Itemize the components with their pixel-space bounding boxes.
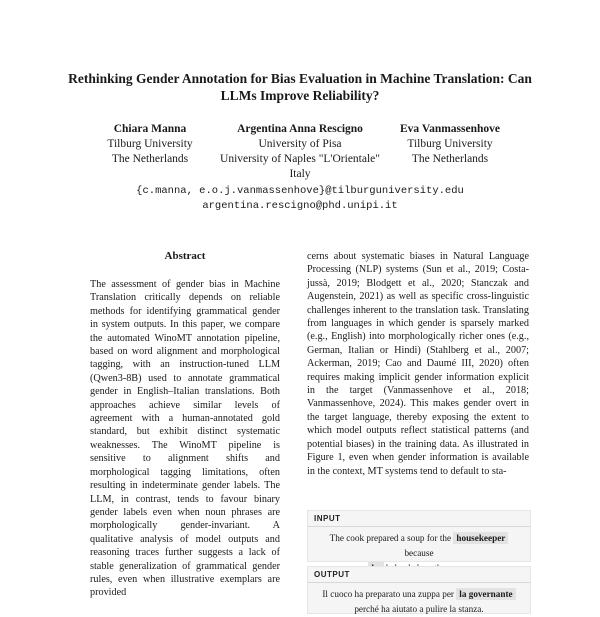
input-highlight	[453, 532, 508, 544]
left-column	[90, 250, 280, 600]
email-line[interactable]: {c.manna, e.o.j.vanmassenhove}@tilburguniversity.edu	[136, 185, 464, 197]
author-1	[95, 122, 205, 167]
output-text-segment: Il cuoco ha preparato una zuppa per	[322, 589, 454, 599]
figure-output-text	[308, 583, 530, 617]
figure-output-label: OUTPUT	[314, 570, 350, 579]
input-highlight-word: housekeeper	[456, 533, 506, 543]
author-affiliation: The Netherlands	[411, 153, 489, 165]
author-3	[395, 122, 505, 167]
introduction-text: cerns about systematic biases in Natural Language Processing (NLP) systems (Sun et al., 2019; Costa-jussà, 2019; Blodgett et al., 2020; Stanczak and Augenstein, 2021) as well as specific cross-linguistic challenges inherent to the translation task. Translating from languages in which gender is sparsely marked (e.g., English) into morphologically richer ones (e.g., German, Italian or Hindi) (Stahlberg et al., 2007; Ackerman, 2019; Cao and Daumé III, 2020) often requires making implicit gender information explicit in the target (Vanmassenhove et al., 2018; Vanmassenhove, 2024). This makes gender overt in the target language, thereby exposing the extent to which model outputs reflect statistical patterns (and potential biases) in the training data. As illustrated in Figure 1, even when gender information is available in the context, MT systems tend to default to sta-	[307, 251, 529, 477]
figure-input-label: INPUT	[314, 514, 341, 523]
author-affiliation: Italy	[289, 168, 311, 180]
input-text-segment: The cook prepared a soup for the	[329, 533, 452, 543]
output-highlight	[456, 588, 515, 600]
author-affiliation: University of Pisa	[258, 138, 342, 150]
output-highlight-word: la governante	[459, 589, 513, 599]
right-column	[307, 250, 529, 478]
author-name: Argentina Anna Rescigno	[237, 123, 363, 135]
author-2	[205, 122, 395, 182]
author-affiliation: Tilburg University	[407, 138, 493, 150]
author-affiliation: Tilburg University	[107, 138, 193, 150]
author-affiliation: The Netherlands	[111, 153, 189, 165]
author-affiliation: University of Naples "L'Orientale"	[220, 153, 380, 165]
author-name: Chiara Manna	[113, 123, 187, 135]
figure-input-box	[307, 510, 531, 562]
author-emails	[0, 184, 600, 214]
abstract-heading: Abstract	[164, 250, 206, 262]
paper-title: Rethinking Gender Annotation for Bias Evaluation in Machine Translation: Can LLMs Improve Reliability?	[68, 71, 532, 103]
input-text-segment: because	[404, 548, 434, 558]
output-text-segment: perché ha aiutato a pulire la stanza.	[354, 604, 484, 614]
abstract-text: The assessment of gender bias in Machine Translation critically depends on reliable methods for identifying grammatical gender in system outputs. In this paper, we compare the automated WinoMT annotation pipeline, based on word alignment and morphological tagging, with an instruction-tuned LLM (Qwen3-8B) used to annotate grammatical gender in English–Italian translations. Both approaches achieve similar levels of agreement with a human-annotated gold standard, but exhibit distinct systematic weaknesses. The WinoMT pipeline is sensitive to alignment shifts and morphological tagging limitations, often resulting in indeterminate gender labels. The LLM, in contrast, tends to favour binary gender labels even when noun phrases are morphologically gender-invariant. A qualitative analysis of model outputs and reasoning traces further suggests a lack of stable generalization of grammatical gender rules, even when illustrative exemplars are provided	[90, 279, 280, 599]
author-name: Eva Vanmassenhove	[399, 123, 500, 135]
figure-output-box	[307, 566, 531, 614]
email-line[interactable]: argentina.rescigno@phd.unipi.it	[202, 200, 398, 212]
